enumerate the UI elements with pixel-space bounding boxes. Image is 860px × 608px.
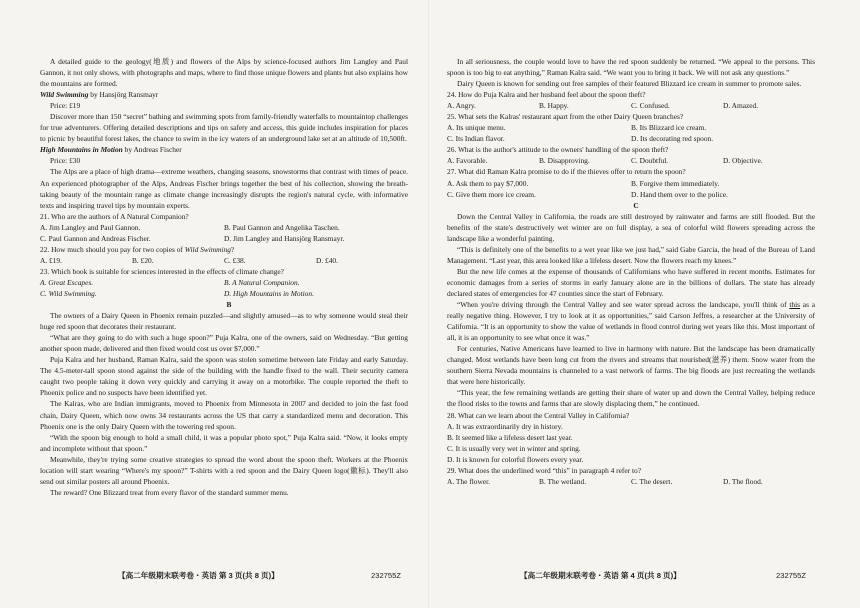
passage-paragraph [447,299,815,343]
book-title: Wild Swimming [40,90,89,100]
option: A. Great Escapes. [40,277,94,287]
option: C. It is usually very wet in winter and spring. [447,443,581,453]
options-22 [40,255,408,266]
option: B. A Natural Companion. [224,277,300,287]
option: C. The desert. [631,476,673,486]
passage-paragraph: In all seriousness, the couple would love to have the red spoon suddenly be returned. “We appeal to the persons. This spoon is too big to eat anything,” Raman Kalra said. “We want you to bring it back. We will not ask any questions.” [447,57,815,78]
book-price: Price: £30 [50,156,81,166]
passage-paragraph: Dairy Queen is known for sending out free samples of their featured Blizzard ice cream in summer to promote sales. [457,79,802,89]
option: A. Favorable. [447,156,488,166]
options-25 [447,133,815,144]
book-description: The Alps are a place of high drama—extreme weathers, changing seasons, snowstorms that contrast with times of peace. An experienced photographer of the Alps, Andreas Fischer brings together the best of his collection, showing the breath-taking beauty of the mountain range as climate change increasingly disrupts the region's natural cycle, with informative texts and inspiring travel tips by mountain experts. [40,167,408,210]
question-21: 21. Who are the authors of A Natural Companion? [40,211,189,221]
option: C. Confused. [631,101,670,111]
book-description: Discover more than 150 “secret” bathing and swimming spots from family-friendly waterfalls to mountaintop challenges for true adventurers. Offering detailed descriptions and tips on safety and access, this guide includes inspiration for places to picnic by beautiful forest lakes, the chance to swim in the icy waters of an underground lake set at an altitude of 10,500ft. [40,112,408,144]
left-page [40,56,408,498]
passage-paragraph: For centuries, Native Americans have learned to live in harmony with nature. But the landscape has been dramatically changed. Most wetlands have been long cut from the rivers and streams that nourished(滋养) them. Snow water from the southern Sierra Nevada mountains is channeled to a vast network of farms. The big floods are just recreating the wetlands that were here historically. [447,344,815,387]
option: C. Its Indian flavor. [447,134,505,144]
passage-paragraph: “This year, the few remaining wetlands are getting their share of water up and down the Central Valley, helping reduce the flood risks to the towns and farms that are slowly displacing them,” he continued. [447,388,815,409]
intro-paragraph: A detailed guide to the geology(地质) and flowers of the Alps by science-focused authors Jim Langley and Paul Gannon, it not only shows, with photographs and maps, where to find those unique flowers and plants but also explains how the mountains are formed. [40,57,408,89]
book-author: by Hansjörg Ransmayr [88,90,159,100]
option: C. Doubtful. [631,156,669,166]
option: D. Amazed. [723,101,759,111]
passage-paragraph: But the new life comes at the expense of thousands of Californians who have suffered in recent months. Estimates for economic damages from a series of storms in early January alone are in the billions of dollars. The state has already declared states of emergencies for 47 counties since the start of February. [447,266,815,298]
options-27 [447,178,815,189]
question-27: 27. What did Raman Kalra promise to do if the thieves offer to return the spoon? [447,167,686,177]
exam-code: 232755Z [776,571,806,580]
option: D. The flood. [723,476,763,486]
option: D. Jim Langley and Hansjörg Ransmayr. [224,233,345,243]
book-wild-swimming [40,89,408,100]
passage-paragraph: The reward? One Blizzard treat from every flavor of the standard summer menu. [50,487,289,497]
option: A. Its unique menu. [447,123,506,133]
question-title: Wild Swimming [184,244,231,254]
option: B. Forgive them immediately. [631,178,720,188]
text: “When you're driving through the Central Valley and see water spread across the landscape, you'll think of [457,300,790,310]
question-29: 29. What does the underlined word “this” in paragraph 4 refer to? [447,465,642,475]
option: D. Objective. [723,156,763,166]
text: as a really negative thing. However, I try to look at it as opportunities,” said Carson Jeffres, a researcher at the University of California. “It is an opportunity to show the value of wetlands in flood control during wet years like this. Most important of all, it is an opportunity to see what once it was.” [447,300,816,343]
options-23 [40,277,408,288]
options-26 [447,155,815,166]
option: B. It seemed like a lifeless desert last year. [447,432,573,442]
passage-paragraph: Meanwhile, they're trying some creative strategies to spread the word about the spoon theft. Workers at the Phoenix location will start wearing “Where's my spoon?” T-shirts with a red spoon and the Dairy Queen logo(徽标). They'll also send out similar posters all around Phoenix. [40,454,408,486]
option: A. The flower. [447,476,490,486]
option: B. The wetland. [539,476,587,486]
option: B. £20. [132,255,154,265]
passage-paragraph: Down the Central Valley in California, the roads are still destroyed by rainwater and farms are still flooded. But the benefits of the state's destructively wet winter are on full display, a sea of colorful wild flowers spreading across the landscape like a wonderful painting. [447,211,815,243]
passage-paragraph: The Kalras, who are Indian immigrants, moved to Phoenix from Minnesota in 2007 and decided to join the fast food chain, Dairy Queen, which now owns 34 restaurants across the US that carry a standardized menu and decoration. This Phoenix one is the only Dairy Queen with the towering red spoon. [40,399,408,431]
options-24 [447,100,815,111]
options-25 [447,122,815,133]
option: B. Happy. [539,101,569,111]
section-heading: B [226,300,232,310]
option: D. Its decorating red spoon. [631,134,714,144]
option: C. £38. [224,255,246,265]
passage-paragraph: Puja Kalra and her husband, Raman Kalra, said the spoon was stolen sometime between late Friday and early Saturday. The 4.5-meter-tall spoon stood against the side of the building with the handle fixed to the wall. Their security camera caught two people taking it down very quickly and carrying it away on a motorbike. The couple reported the theft to Phoenix police and no suspects have been identified yet. [40,355,408,398]
option: C. Paul Gannon and Andreas Fischer. [40,233,151,243]
option: A. Ask them to pay $7,000. [447,178,529,188]
page-fold [428,0,429,608]
option: D. It is known for colorful flowers every year. [447,454,584,464]
option: D. Hand them over to the police. [631,189,728,199]
option: D. High Mountains in Motion. [224,288,314,298]
book-author: by Andreas Fischer [122,145,182,155]
page-footer: 【高二年级期末联考卷・英语 第 3 页(共 8 页)】 [118,571,279,580]
passage-paragraph: “This is definitely one of the benefits to a wet year like we just had,” said Gabe Garcia, the head of the Bureau of Land Management. “Last year, this area looked like a lifeless desert. Now the flowers reach my knees.” [447,244,815,265]
exam-code: 232755Z [371,571,401,580]
option: A. It was extraordinarily dry in history. [447,421,563,431]
option: A. Angry. [447,101,476,111]
book-high-mountains [40,144,408,155]
right-page [447,56,815,487]
passage-paragraph: “What are they going to do with such a huge spoon?” Puja Kalra, one of the owners, said on Wednesday. “But getting another spoon made, delivered and then fixed would cost us over $7,000.” [40,333,408,354]
option: A. £19. [40,255,62,265]
options-23 [40,288,408,299]
book-title: High Mountains in Motion [40,145,123,155]
option: C. Give them more ice cream. [447,189,536,199]
options-29 [447,476,815,487]
options-27 [447,189,815,200]
question-24: 24. How do Puja Kalra and her husband feel about the spoon theft? [447,90,646,100]
section-heading: C [633,200,639,210]
question-25: 25. What sets the Kalras' restaurant apart from the other Dairy Queen branches? [447,112,684,122]
book-price: Price: £19 [50,101,81,111]
options-21 [40,222,408,233]
option: B. Disapproving. [539,156,590,166]
question-text: 22. How much should you pay for two copies of [40,244,185,254]
option: B. Paul Gannon and Angelika Taschen. [224,222,340,232]
underlined-word: this [789,300,801,310]
question-text: ? [230,244,235,254]
passage-paragraph: “With the spoon big enough to hold a small child, it was a popular photo spot,” Puja Kalra said. “Now, it looks empty and incomplete without that spoon.” [40,432,408,453]
option: D. £40. [316,255,338,265]
question-22 [40,244,408,255]
option: A. Jim Langley and Paul Gannon. [40,222,141,232]
question-23: 23. Which book is suitable for sciences interested in the effects of climate change? [40,266,284,276]
page-footer: 【高二年级期末联考卷・英语 第 4 页(共 8 页)】 [520,571,681,580]
option: C. Wild Swimming. [40,288,97,298]
question-26: 26. What is the author's attitude to the owners' handling of the spoon theft? [447,145,669,155]
question-28: 28. What can we learn about the Central Valley in California? [447,410,630,420]
options-21 [40,233,408,244]
option: B. Its Blizzard ice cream. [631,123,707,133]
passage-paragraph: The owners of a Dairy Queen in Phoenix remain puzzled—and slightly amused—as to why someone would steal their huge red spoon that decorates their restaurant. [40,311,408,332]
